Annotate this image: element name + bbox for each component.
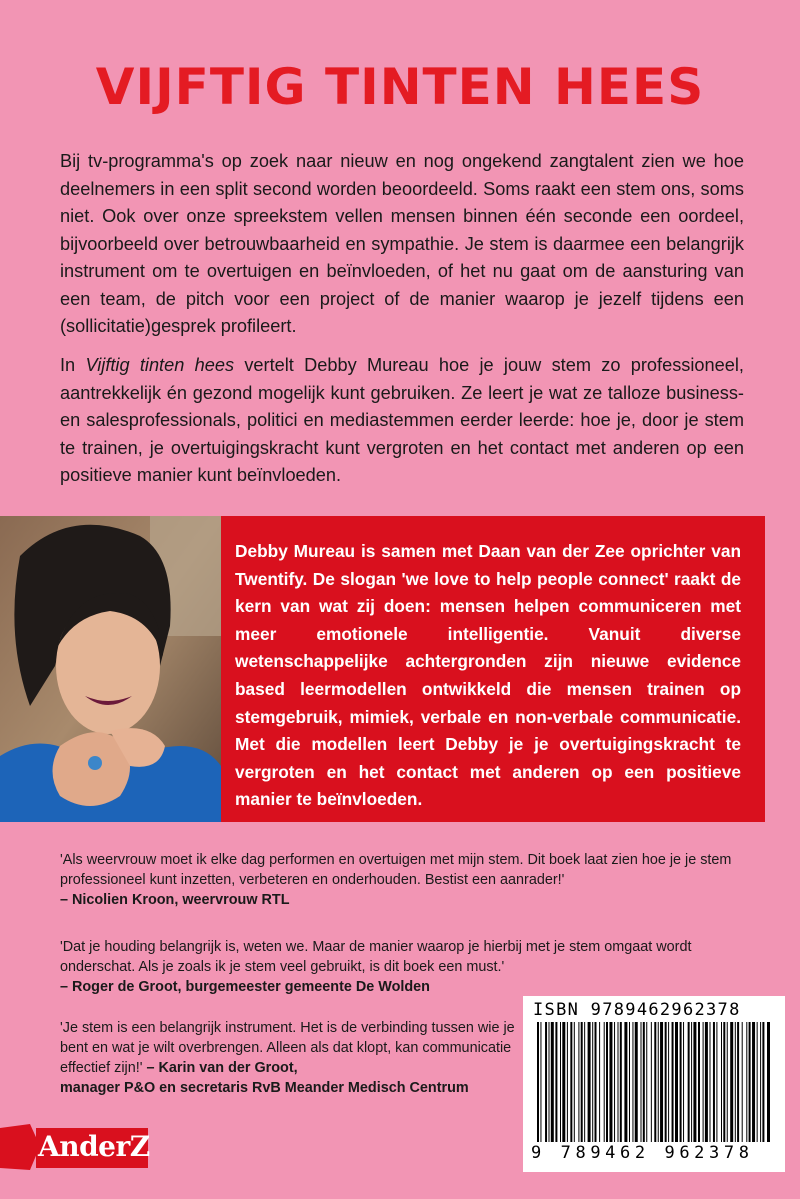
intro-book-title: Vijftig tinten hees bbox=[85, 355, 235, 375]
intro-paragraph-2 bbox=[60, 352, 744, 490]
quote-3 bbox=[60, 1018, 520, 1098]
quote-1-text: 'Als weervrouw moet ik elke dag performen en overtuigen met mijn stem. Dit boek laat zien hoe je je stem professioneel kunt inzetten, verbeteren en onderhouden. Bestist een aanrader!' bbox=[60, 852, 732, 888]
intro-prefix: In bbox=[60, 355, 86, 375]
barcode-digits: 9 789462 962378 bbox=[531, 1143, 754, 1163]
author-bio-box bbox=[221, 516, 765, 822]
quote-3-text: 'Je stem is een belangrijk instrument. Het is de verbinding tussen wie je bent en wat je wilt overbrengen. Alleen als dat klopt, kan communicatie effectief zijn!' bbox=[60, 1020, 515, 1076]
quote-3-author: – Karin van der Groot, bbox=[146, 1060, 298, 1076]
barcode-bars bbox=[537, 1022, 773, 1144]
quote-2-text: 'Dat je houding belangrijk is, weten we. Maar de manier waarop je hierbij met je stem omgaat wordt onderschat. Als je zoals ik je stem veel gebruikt, is dit boek een must.' bbox=[60, 939, 692, 975]
quote-2-author: – Roger de Groot, burgemeester gemeente De Wolden bbox=[60, 979, 430, 995]
isbn-barcode bbox=[523, 996, 785, 1172]
quote-2 bbox=[60, 937, 760, 997]
quote-1 bbox=[60, 850, 760, 910]
isbn-label: ISBN 9789462962378 bbox=[533, 1000, 741, 1020]
intro-rest: vertelt Debby Mureau hoe je jouw stem zo professioneel, aantrekkelijk én gezond mogelijk kunt gebruiken. Ze leert je wat ze talloze business- en salesprofessionals, politici en mediastemmen eerder leerde: hoe je, door je stem te trainen, je overtuigingskracht kunt vergroten en het contact met anderen op een positieve manier kunt beïnvloeden. bbox=[60, 355, 744, 485]
quote-1-author: – Nicolien Kroon, weervrouw RTL bbox=[60, 892, 290, 908]
author-photo bbox=[0, 516, 221, 822]
quote-3-author-role: manager P&O en secretaris RvB Meander Medisch Centrum bbox=[60, 1080, 469, 1096]
book-title: VIJFTIG TINTEN HEES bbox=[95, 58, 705, 116]
intro-paragraph-1: Bij tv-programma's op zoek naar nieuw en nog ongekend zangtalent zien we hoe deelnemers in een split second worden beoordeeld. Soms raakt een stem ons, soms niet. Ook over onze spreekstem vellen mensen binnen één seconde een oordeel, bijvoorbeeld over betrouwbaarheid en sympathie. Je stem is daarmee een belangrijk instrument om te overtuigen en beïnvloeden, of het nu gaat om de aansturing van een team, de pitch voor een project of de manier waarop je jezelf tijdens een (sollicitatie)gesprek profileert. bbox=[60, 151, 744, 336]
author-bio: Debby Mureau is samen met Daan van der Zee oprichter van Twentify. De slogan 'we love to help people connect' raakt de kern van wat zij doen: mensen helpen communiceren met meer emotionele intelligentie. Vanuit diverse wetenschappelijke achtergronden zijn nieuwe evidence based leermodellen ontwikkeld die mensen trainen op stemgebruik, mimiek, verbale en non-verbale communicatie. Met die modellen leert Debby je je overtuigingskracht te vergroten en het contact met anderen op een positieve manier te beïnvloeden. bbox=[235, 541, 741, 810]
publisher-name: AnderZ bbox=[38, 1130, 150, 1163]
